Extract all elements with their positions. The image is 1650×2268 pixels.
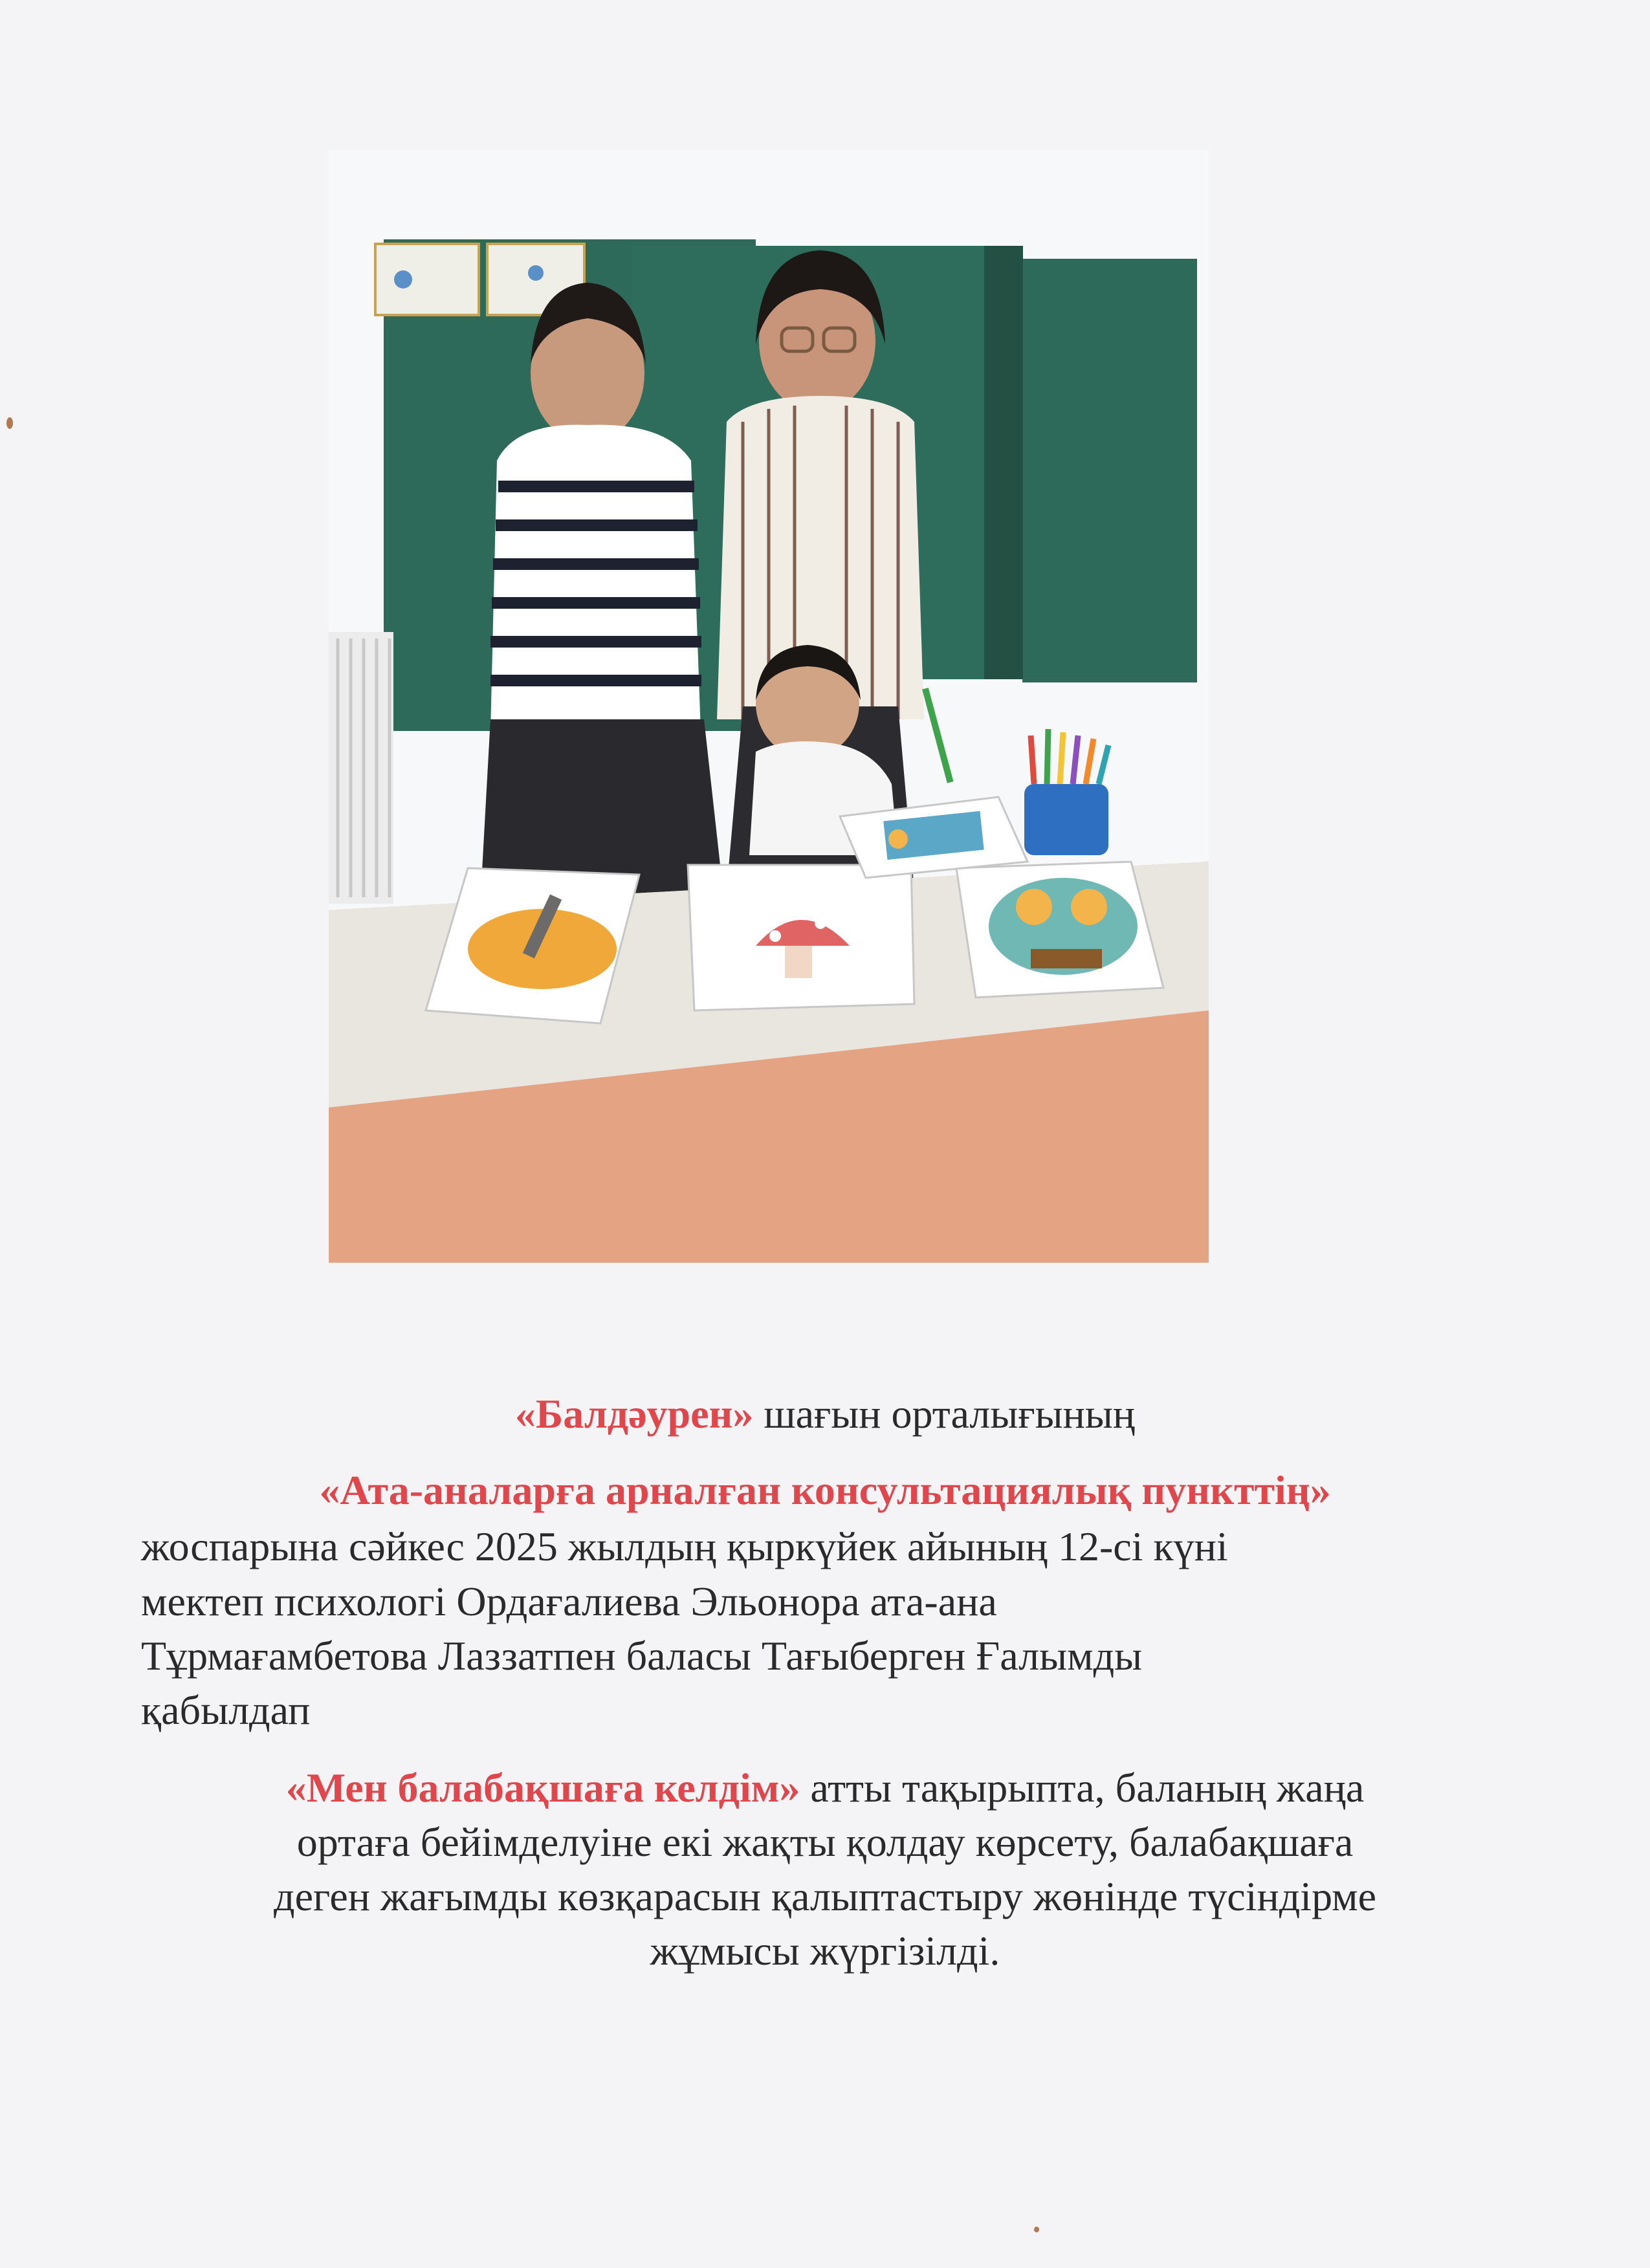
org-name-rest: шағын орталығының bbox=[753, 1391, 1136, 1437]
scan-speck bbox=[6, 417, 13, 429]
paragraph2-line1-rest: атты тақырыпта, баланың жаңа bbox=[800, 1765, 1365, 1811]
paragraph1-line5: қабылдап bbox=[141, 1687, 311, 1733]
plan-title-quote: «Ата-аналарға арналған консультациялық пункттің» bbox=[319, 1467, 1331, 1513]
scan-speck bbox=[1034, 2227, 1039, 2232]
paragraph1-line3: мектеп психологі Ордағалиева Эльонора ата-ана bbox=[141, 1578, 997, 1624]
org-heading bbox=[0, 1391, 1650, 1437]
paragraph1-line2: жоспарына сәйкес 2025 жылдың қыркүйек айының 12-сі күні bbox=[141, 1523, 1228, 1569]
paragraph2-line4: жұмысы жүргізілді. bbox=[650, 1928, 1000, 1974]
paragraph2-line3: деген жағымды көзқарасын қалыптастыру жөнінде түсіндірме bbox=[274, 1873, 1376, 1919]
topic-quote: «Мен балабақшаға келдім» bbox=[285, 1765, 800, 1811]
paragraph1-line4: Тұрмағамбетова Лаззатпен баласы Тағыберген Ғалымды bbox=[141, 1633, 1143, 1679]
paragraph2-line2: ортаға бейімделуіне екі жақты қолдау көрсету, балабақшаға bbox=[296, 1819, 1354, 1865]
org-name-quote: «Балдәурен» bbox=[514, 1391, 754, 1437]
plan-title bbox=[0, 1467, 1650, 1514]
classroom-photo bbox=[329, 150, 1209, 1263]
paragraph2-line1 bbox=[0, 1765, 1650, 1811]
